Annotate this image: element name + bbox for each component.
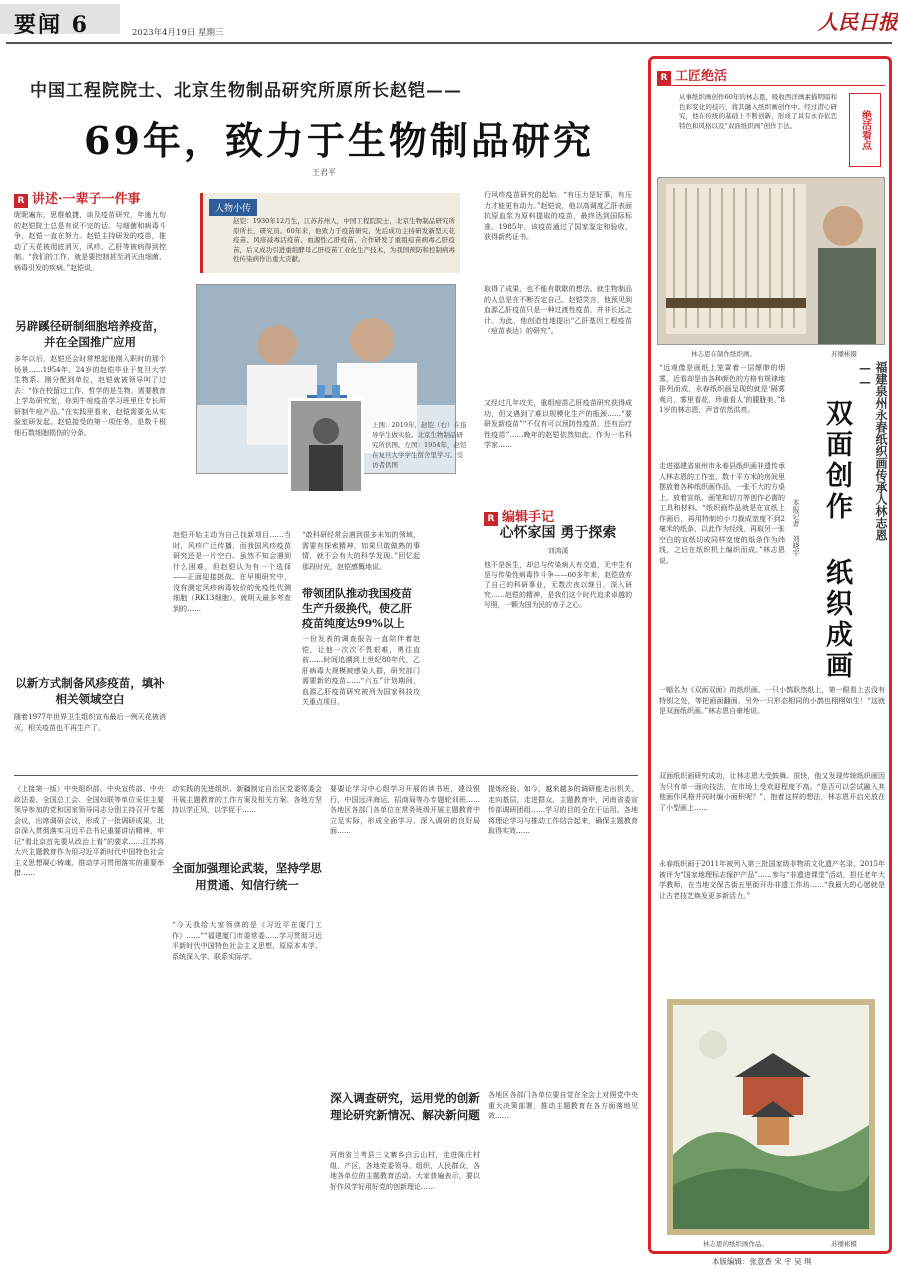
editor-author: 刘鸿溪	[547, 547, 569, 555]
masthead	[0, 0, 898, 42]
right-text2: 走进福建省泉州市永春县纸织画非遗传承人林志恩的工作室，数十平方米的房间里摆放着各种纸织画作品，一张不大的方桌上，放着宣纸、画笔和切刀等创作必需的工具和材料。“纸织画作品就是在宣纸上作画后，再用特制的小刀裁成宽度不到2毫米的纸条，以此作为经线，再取另一张空白的宣纸切成同样宽度的纸条作为纬线，之后在纸织机上编织而成。”林志恩说。	[659, 462, 785, 565]
artwork-illustration	[673, 1005, 869, 1229]
student-photo-illustration	[291, 401, 361, 491]
bottom-col1: （上接第一版）中央组织部、中央宣传部、中央政法委、全国总工会、全国妇联等单位采住主要领导参加的党和国家领导同志分别主持召开专题会议，出席调研会议，形成了一批调研成果。北京深入贯彻落实习近平总书记重要讲话精神，牢记“看北京首先要从政治上看”的要求……江苏将大兴主题教育作为用习近平新时代中国特色社会主义思想凝心铸魂、推动学习贯彻落实的重要举措……	[14, 785, 164, 877]
craftsman-caption: 林志恩在制作纸织画。	[691, 350, 756, 358]
bottom-col3-para2: 河南省兰考县三义寨乡白云山村，走进陈庄村组，产区，各地党委领导、组织，人民群众，各地各单位的主题教育活动。大家普遍表示，要以好作风学好用好党的创新理论……	[330, 1151, 480, 1191]
lead-byline: 王君平	[312, 168, 336, 177]
right-intro: 从事纸织画创作60年的林志恩，吸收西洋画素描明暗和色彩变化的技巧，将其融入纸织画创作中。经过潜心研究，他在传统的基础上不断创新，形成了具有永春依恋特色和风格以及“双面纸织画”创作手法。	[679, 93, 837, 130]
newspaper-logo: 人民日报	[818, 10, 898, 34]
story-section-title: 讲述·一辈子一件事	[32, 192, 141, 207]
col4-para2: 取得了成果，也不能有歇歇的想法。就生物制品的人总是在不断否定自己。赵铠笑言，他预见到血源乙肝疫苗只是一种过渡性疫苗，并非长远之计。为此，他创造性地提出“乙肝基因工程疫苗（痘苗表达）的研究”。	[484, 285, 632, 335]
lead-kicker: 中国工程院院士、北京生物制品研究所原所长赵铠——	[30, 81, 462, 101]
col1-para1: 昵昵遍东，思维敏捷，谈及疫苗研究，年逾九旬的赵铠院士总是有说不完的话。与细菌和病毒斗争，赵铠一直在努力。赵铠主持研发的疫苗，推动了天花被彻底消灭，风疹、乙肝等被病得到控制。“我们的工作，就是要控制甚至消灭由细菌、病毒引发的疾病。”赵铠说。	[14, 211, 166, 272]
bottom-col4-para1: 提炼经验。如今，越来越多的调研能走出机关，走向基层，走进群众，主题教育中，河南省委宣传部调研团组……学习的目的全在于运用。各地将理论学习与推动工作结合起来，确保主题教育取得实效……	[488, 785, 638, 835]
issue-date: 2023年4月19日 星期三	[132, 28, 224, 38]
col1-subhead2: 以新方式制备风疹疫苗，填补相关领域空白	[15, 676, 165, 706]
editor-title: 心怀家国 勇于探索	[499, 525, 617, 541]
lead-headline: 69年，致力于生物制品研究	[84, 118, 594, 163]
artwork-caption: 林志恩的纸织画作品。	[703, 1240, 768, 1248]
bottom-col2-subhead: 全面加强理论武装，坚持学思用贯通、知信行统一	[172, 861, 322, 892]
section-title: 要闻 6	[14, 12, 89, 38]
craftsman-credit: 苏播彬摄	[831, 350, 857, 358]
col1-para3: 随着1977年世界卫生组织宣布最后一例天花被消灭，相关疫苗也不再生产了。	[14, 713, 166, 732]
right-byline: 本报记者 刘晓宇	[792, 499, 800, 556]
editor-text: 他不是医生，却总与传染病人有交道，无中生有是与传染性病毒作斗争——60多年来，赵铠放弃了自己的科研事业，无数次夜以继日，深入研究……赵铠的精神，是我们这个时代追求卓越的写照，一颗为国为民的赤子之心。	[484, 561, 632, 609]
right-vertical-headline: 双面创作 纸织成画	[821, 399, 852, 682]
col3-subhead: 带领团队推动我国疫苗生产升级换代，使乙肝疫苗纯度达99%以上	[302, 587, 412, 630]
col2-para1: 赵铠开始主动为自己找新项目……当时，风疹广泛传播，而我国风疹疫苗研究还是一片空白。虽然不知会遇到什么困难，但赵铠认为有一个选择——正面迎接挑战。在早期研究中，没有测定风疹病毒较价的免疫性代测细胞（RK13细胞），就明天最多考查到的……	[173, 531, 291, 613]
right-marker-icon: R	[657, 71, 671, 85]
section-divider	[14, 775, 638, 776]
student-photo	[288, 398, 364, 494]
highlight-badge: 绝活看点	[849, 93, 881, 167]
right-section-title: 工匠绝活	[675, 69, 728, 84]
photo-caption: 上图：2019年，赵铠（右）在指导学生做实验。北京生物制品研究所供图。左图：1954年，赵铠在复旦大学学生宿舍里学习。受访者供图	[372, 421, 467, 469]
bottom-col3-subhead: 深入调查研究，运用党的创新理论研究新情况、解决新问题	[330, 1091, 480, 1122]
masthead-rule	[6, 42, 892, 44]
right-text4: 双面纸织画研究成功，让林志恩大受鼓舞。很快，他又发现传统纸织画因为只有单一面向技法，在市场上受欢迎程度不高。“是否可以尝试融入其他画作风格并同时编小面积呢？”，抱着这样的想法，林志恩开启光放在了小型画上……	[659, 772, 885, 812]
right-header-rule	[657, 85, 885, 86]
right-vertical-kicker: 福建泉州永春纸织画传承人林志恩——	[858, 361, 888, 541]
craftsman-photo-illustration	[658, 178, 884, 344]
right-section-label	[657, 65, 727, 85]
story-section-label	[14, 188, 141, 208]
bottom-col2-para2: “今天我给大家领读的是《习近平在厦门工作》……”“福建厦门市委常委……学习贯彻习近平新时代中国特色社会主义思想，原原本本学、系统深入学、联系实际学。	[172, 921, 322, 961]
bio-text: 赵铠：1930年12月生，江苏苏州人，中国工程院院士，北京生物制品研究所原所长，研究员。60年来，他致力于疫苗研究，先后成功主持研发新型天花疫苗、风疹减毒活疫苗、血源性乙肝疫苗、合作研发了重组痘苗病毒乙肝疫苗，后又成功引进重组酵母乙肝疫苗工业化生产技术，为我国预防和控制病毒性传染病作出重大贡献。	[233, 217, 455, 263]
artwork-credit: 苏播彬摄	[831, 1240, 857, 1248]
col3-para2: 一份发表的调查报告一直陪伴着赵铠，让他一次次不畏艰难，勇往直前……时间追溯到上世纪80年代，乙肝病毒大规模被感染人群，研究部门需要新的疫苗……“六五”计划期间，血源乙肝疫苗研究被列为国家科技攻关重点项目。	[302, 635, 420, 706]
col3-para1: “敢科研经常会遇到很多未知的领域，需要有探索精神，如果只敢做熟的事情，就不会有大的科学发现。”回忆起那段时光，赵铠感慨地说。	[302, 531, 420, 571]
bio-box	[200, 193, 460, 273]
right-text3: 一幅名为《双面双面》的纸织画，一只小鹊跃然纸上，第一眼看上去没有特别之处，等把画面翻面，另外一只形态相同的小鹊也栩栩如生！“这就是双面纸织画。”林志恩自豪地说。	[659, 686, 885, 715]
craft-feature-panel	[648, 56, 892, 1254]
col1-subhead1: 另辟蹊径研制细胞培养疫苗，并在全国推广应用	[15, 319, 165, 349]
craftsman-photo	[657, 177, 885, 345]
editor-marker-icon: R	[484, 512, 498, 526]
col4-para1: 行风疹疫苗研究的起始。“有压力是好事，有压力才能更有动力。”赵铠说，他以高调度乙肝表面抗原血浆为原料提取的疫苗，最终达到国际标准。1985年，该疫苗通过了国家鉴定和验收，获得新药证书。	[484, 191, 632, 241]
artwork-frame	[667, 999, 875, 1235]
section-marker-icon: R	[14, 194, 28, 208]
col1-para2: 多年以后，赵铠还会时常想起他刚入职时的那个场景……1954年，24岁的赵铠毕业于复旦大学生物系。刚分配到单位，赵铠就被领导叫了过去：“你在校留过工作，哲学的是生物，需要教育上学岛研究室，你到牛痘疫苗学习班里任专长所研制牛痘产品。”在实践里看来，赵铠需要先从实验室研发起。赵铠接受的第一项任务，是数千根细石数细胞损伤的分条。	[14, 355, 166, 437]
editor-section-title: 编辑手记	[502, 510, 555, 525]
bottom-col3-para1: 要要论学习中心组学习开展的读书班，建设银行、中国远洋海运、招商局等办专题轮训班……各地区各部门各单位在常务班级开展主题教育中立足实际，形成全面学习、深入调研的良好局面……	[330, 785, 480, 835]
bottom-col2-para1: 动实践的先进组织、新疆制定自治区党委常委会开展主题教育的工作方案及相关方案、各地方坚持以学正风，以学促干……	[172, 785, 322, 814]
bottom-col4-para2: 各地区各部门各单位要自觉在全会上对照党中央重大决策部署，推动主题教育在各方面落地见效……	[488, 1091, 638, 1120]
right-text1: “远观像是画纸上笼罩着一层缥缈的烟雾，近看却是由各种颜色的方格有规律地排列而成，永春纸织画呈现的就是‘隔雾观月，雾里看花，珍重看人’的朦胧美。”81岁的林志恩，声音依然洪亮。	[659, 364, 785, 414]
page-editors: 本版编辑：张意香 宋 宇 吴 琪	[712, 1257, 812, 1266]
bio-tag: 人物小传	[209, 199, 257, 216]
right-text5: 永春纸织画于2011年被列入第三批国家级非物质文化遗产名录，2015年被评为“国家地理标志保护产品”……参与“非遗进课堂”活动，担任老年大学教师，在当地文保古街五里街开办非遗工作坊……“我最大的心愿就是让古老技艺焕发更多新活力。”	[659, 860, 885, 900]
col4-para3: 又经过几年攻关，重组痘苗乙肝疫苗研究获得成功，但又遇到了难以规模化生产的瓶颈……“要研发新疫苗”“不仅有可以预防性疫苗，还有治疗性疫苗”……晚年的赵铠依然如此，作为一名科学家……	[484, 399, 632, 449]
